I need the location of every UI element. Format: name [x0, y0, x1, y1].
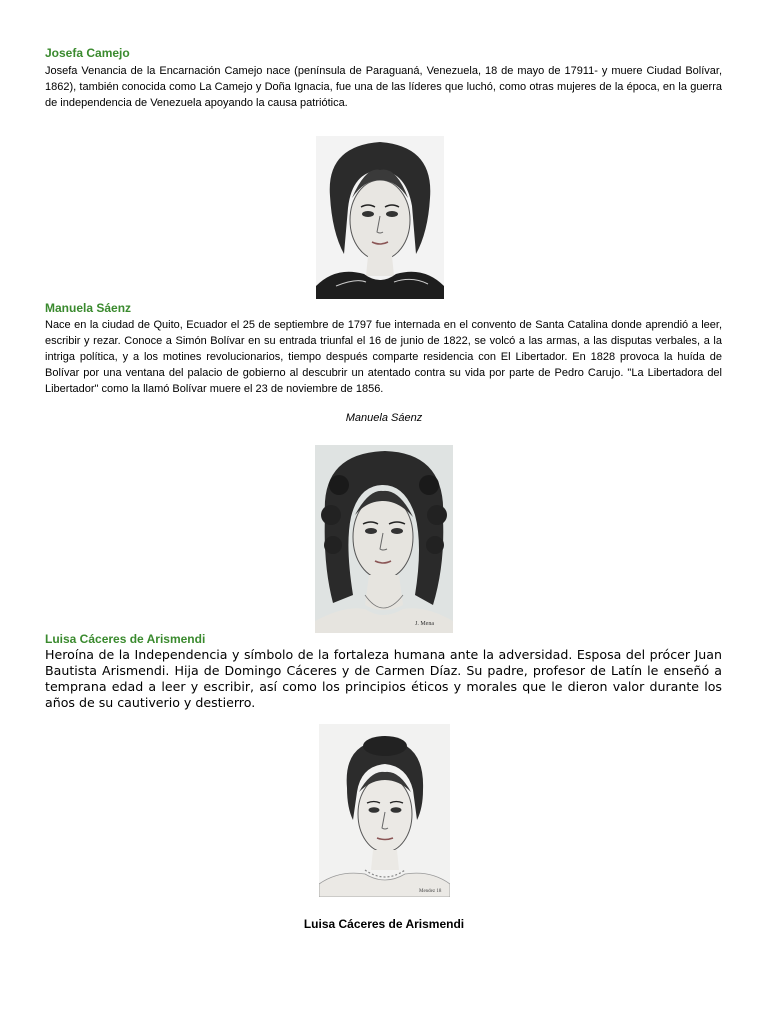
portrait-manuela-saenz — [315, 445, 453, 633]
section-heading-manuela-saenz: Manuela Sáenz — [45, 301, 132, 315]
section-body-josefa-camejo: Josefa Venancia de la Encarnación Camejo nace (península de Paraguaná, Venezuela, 18 de mayo de 17911- y muere Ciudad Bolívar, 1862), también conocida como La Camejo y Doña Ignacia, fue una de las líderes que luchó, como otras mujeres de la época, en la guerra de independencia de Venezuela apoyando la causa patriótica. — [45, 65, 722, 109]
svg-text:J. Mena: J. Mena — [415, 621, 434, 627]
section-body-luisa-caceres: Heroína de la Independencia y símbolo de la fortaleza humana ante la adversidad. Esposa del prócer Juan Bautista Arismendi. Hija de Domingo Cáceres y de Carmen Díaz. Su padre, profesor de Latín le enseñó a temprana edad a leer y escribir, así como los principios éticos y morales que le dieron valor durante los años de su cautiverio y destierro. — [45, 647, 722, 710]
section-heading-josefa-camejo: Josefa Camejo — [45, 46, 130, 60]
caption-luisa-caceres: Luisa Cáceres de Arismendi — [303, 917, 465, 931]
caption-manuela-saenz: Manuela Sáenz — [345, 412, 423, 424]
section-body-manuela-saenz: Nace en la ciudad de Quito, Ecuador el 25 de septiembre de 1797 fue internada en el convento de Santa Catalina donde aprendió a leer, escribir y rezar. Conoce a Simón Bolívar en su entrada triunfal el 16 de junio de 1822, se volcó a las armas, a las disputas verbales, a la intriga política, y a los motines revolucionarios, tiempo después comparte residencia con El Libertador. En 1828 provoca la huída de Bolívar por una ventana del palacio de gobierno al descubrir un atentado contra su vida por parte de Pedro Carujo. "La Libertadora del Libertador" como la llamó Bolívar muere el 23 de noviembre de 1856. — [45, 319, 722, 395]
section-heading-luisa-caceres: Luisa Cáceres de Arismendi — [45, 632, 206, 646]
portrait-luisa-caceres — [319, 724, 450, 897]
svg-text:Mendez 18: Mendez 18 — [419, 889, 442, 894]
portrait-josefa-camejo — [316, 136, 444, 299]
